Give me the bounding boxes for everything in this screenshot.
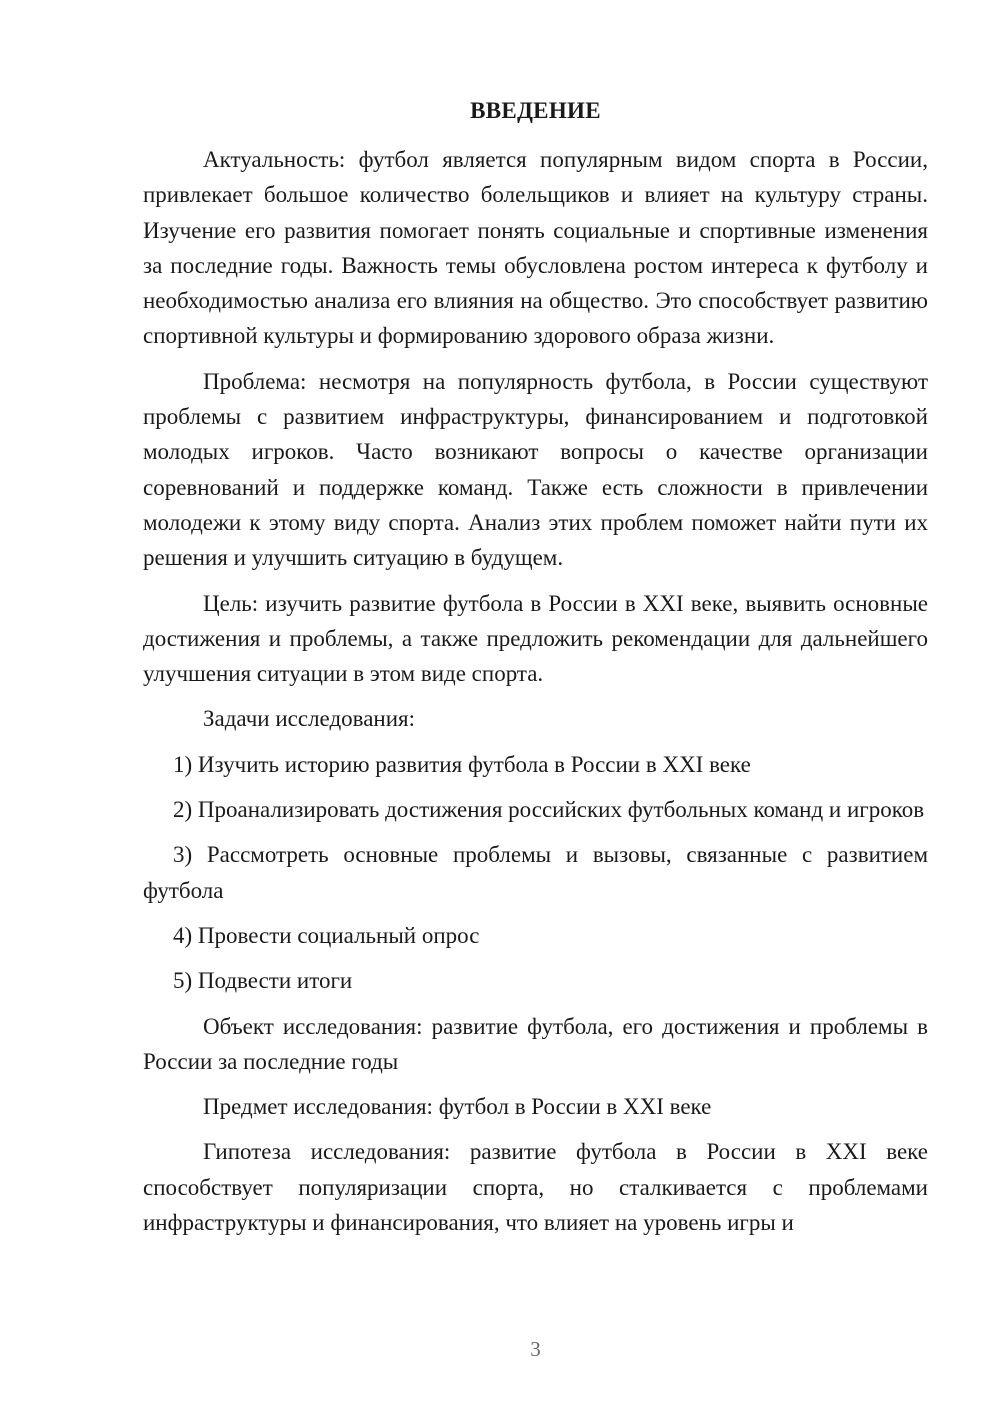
list-item: 3) Рассмотреть основные проблемы и вызовы, связанные с развитием футбола bbox=[143, 842, 928, 903]
paragraph-hypothesis: Гипотеза исследования: развитие футбола в России в XXI веке способствует популяризации спорта, но сталкивается с проблемами инфраструктуры и финансирования, что влияет на уровень игры и bbox=[143, 1139, 928, 1236]
paragraph-subject: Предмет исследования: футбол в России в XXI веке bbox=[203, 1094, 712, 1120]
paragraph-problem: Проблема: несмотря на популярность футбола, в России существуют проблемы с развитием инфраструктуры, финансированием и подготовкой молодых игроков. Часто возникают вопросы о качестве организации соревнований и поддержке команд. Также есть сложности в привлечении молодежи к этому виду спорта. Анализ этих проблем поможет найти пути их решения и улучшить ситуацию в будущем. bbox=[143, 368, 928, 571]
paragraph-tasks-heading: Задачи исследования: bbox=[203, 706, 416, 732]
paragraph-object: Объект исследования: развитие футбола, его достижения и проблемы в России за последние годы bbox=[143, 1013, 928, 1074]
page-number: 3 bbox=[530, 1337, 541, 1361]
section-title: ВВЕДЕНИЕ bbox=[470, 98, 601, 123]
list-item: 1) Изучить историю развития футбола в России в XXI веке bbox=[173, 751, 751, 777]
list-item: 5) Подвести итоги bbox=[173, 968, 353, 994]
paragraph-relevance: Актуальность: футбол является популярным видом спорта в России, привлекает большое количество болельщиков и влияет на культуру страны. Изучение его развития помогает понять социальные и спортивные изменения за последние годы. Важность темы обусловлена ростом интереса к футболу и необходимостью анализа его влияния на общество. Это способствует развитию спортивной культуры и формированию здорового образа жизни. bbox=[143, 147, 928, 349]
list-item: 2) Проанализировать достижения российских футбольных команд и игроков bbox=[173, 797, 925, 823]
paragraph-goal: Цель: изучить развитие футбола в России в XXI веке, выявить основные достижения и проблемы, а также предложить рекомендации для дальнейшего улучшения ситуации в этом виде спорта. bbox=[143, 590, 928, 687]
list-item: 4) Провести социальный опрос bbox=[173, 922, 480, 948]
body-text bbox=[143, 142, 928, 1250]
